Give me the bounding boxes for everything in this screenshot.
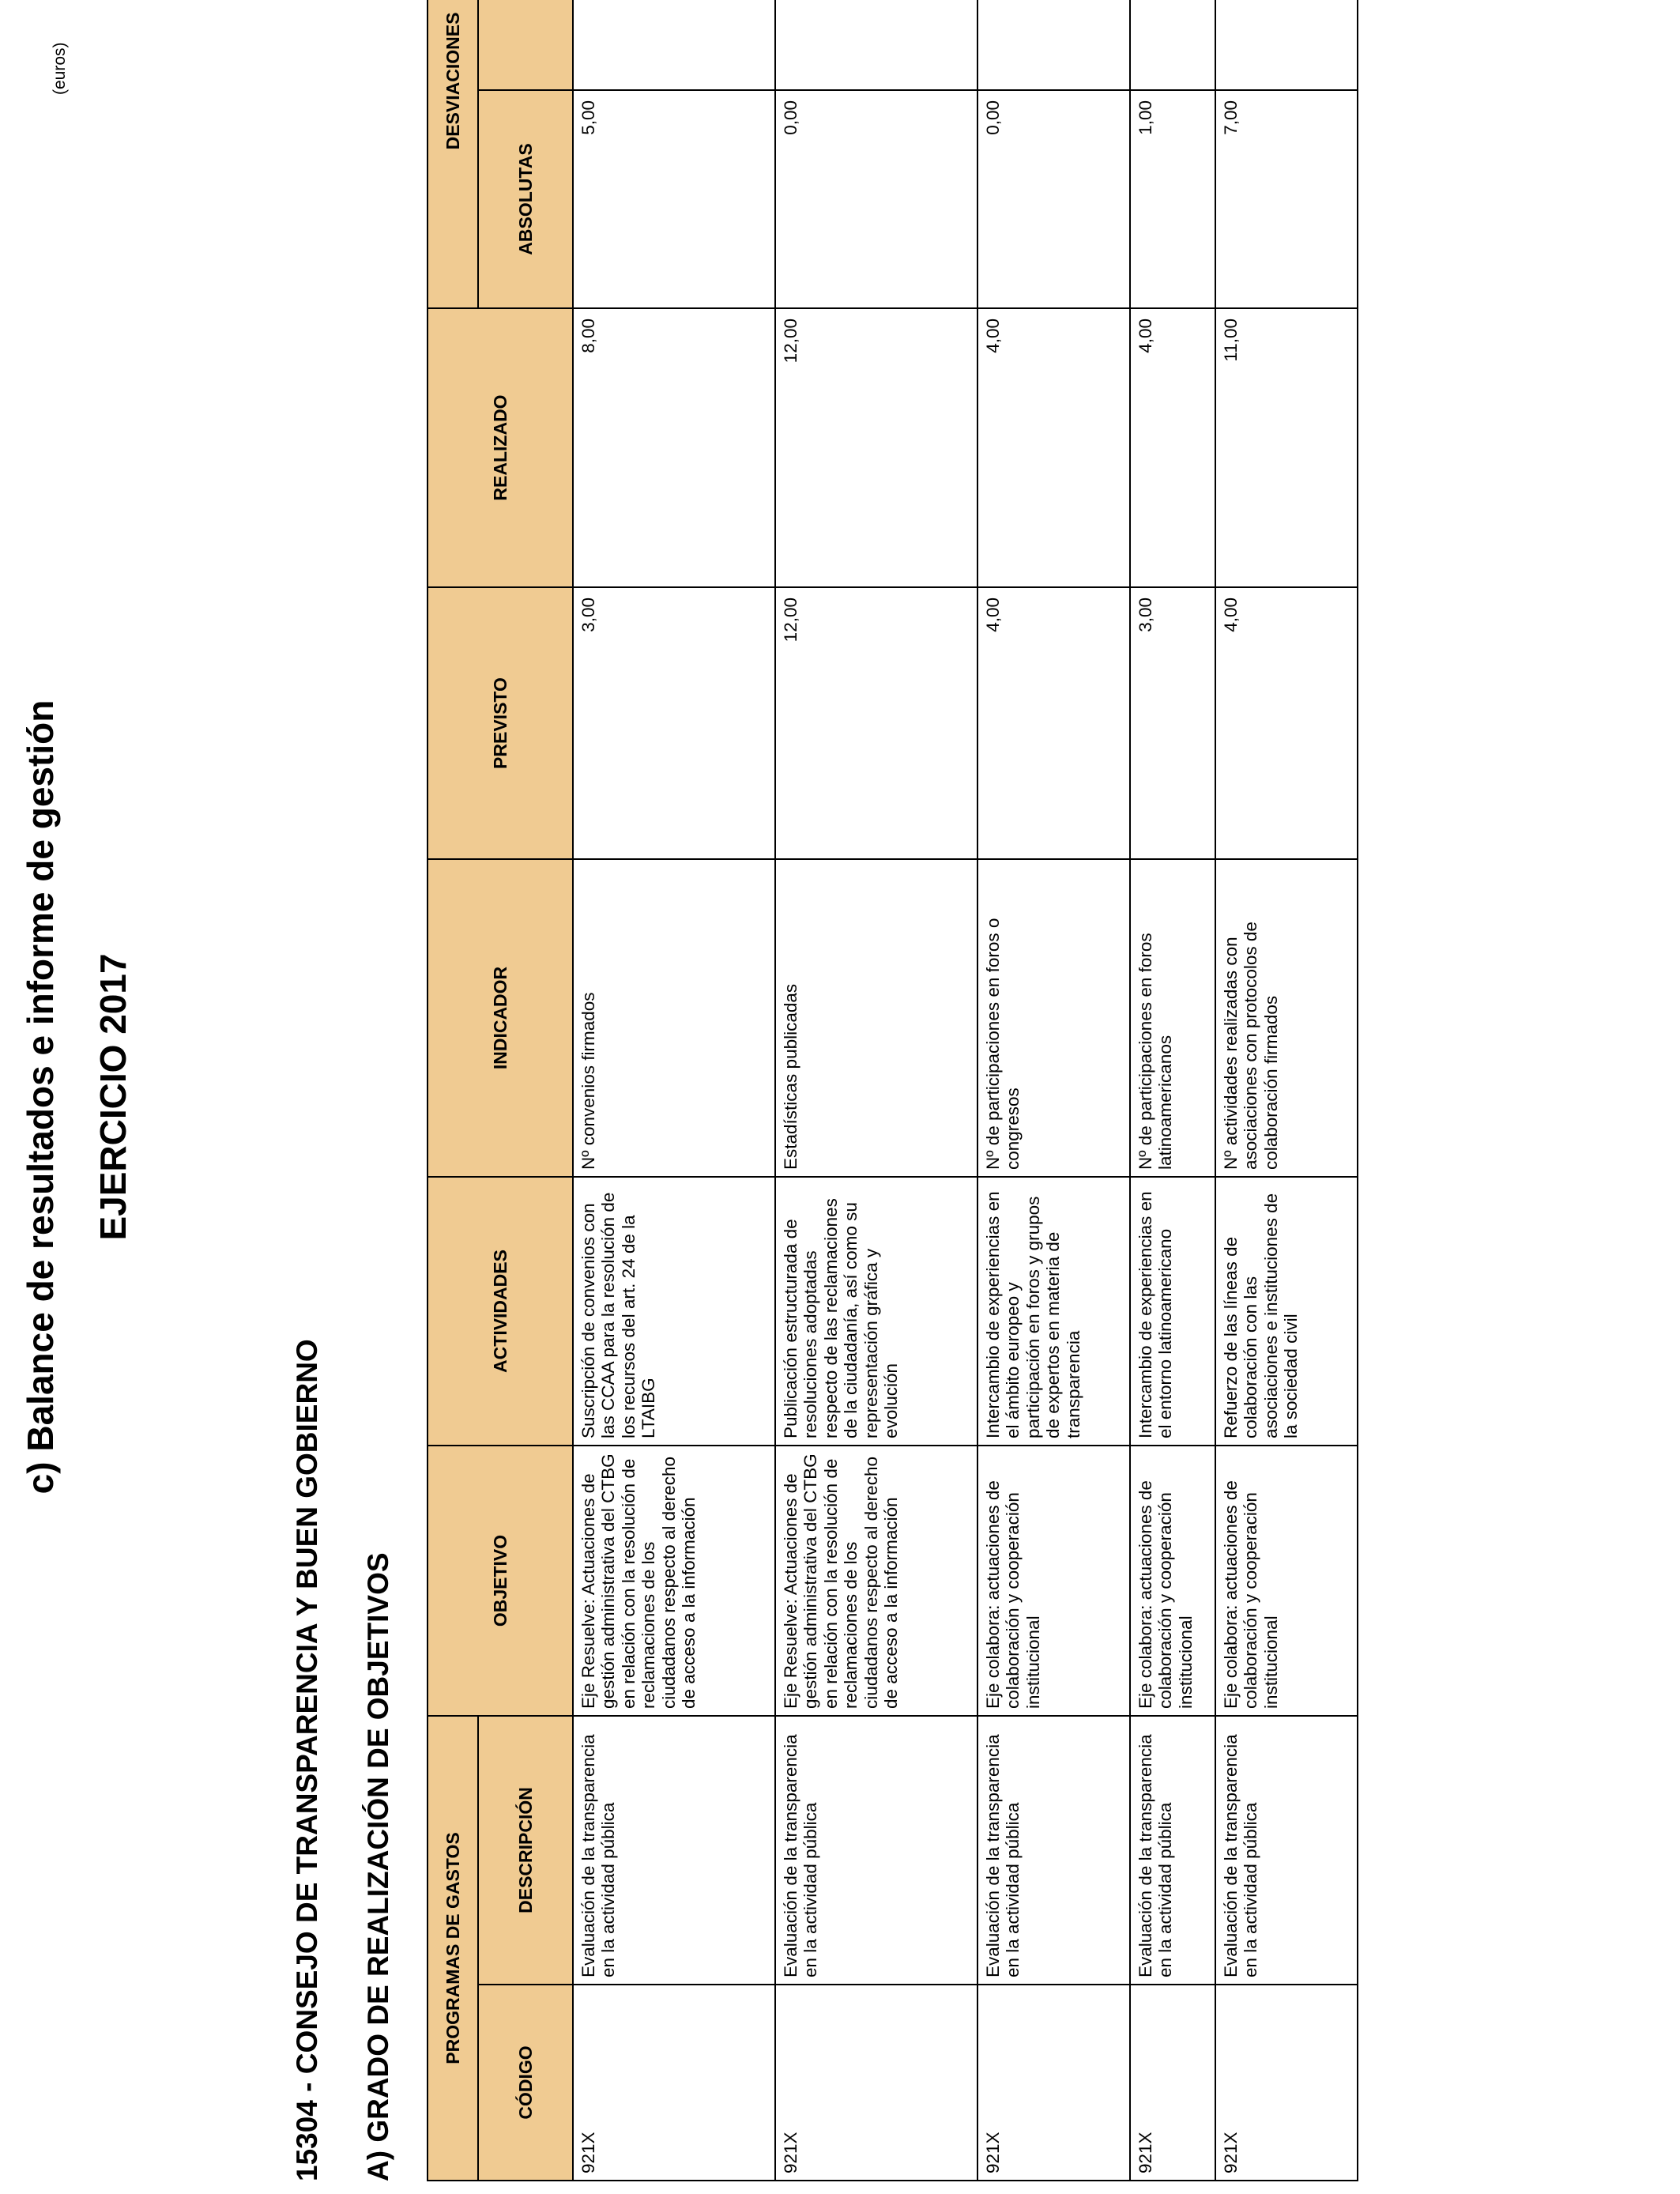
actividades-cell: Suscripción de convenios con las CCAA para la resolución de los recursos del art. 24 de la LTAIBG: [573, 1177, 775, 1446]
previsto-cell: 3,00: [573, 587, 775, 859]
realizado-cell: 8,00: [573, 308, 775, 587]
actividades-cell: Intercambio de experiencias en el ámbito europeo y participación en foros y grupos de expertos en materia de transparencia: [977, 1177, 1130, 1446]
actividades-cell: Publicación estructurada de resoluciones adoptadas respecto de las reclamaciones de la ciudadanía, así como su representación gráfica y evolución: [775, 1177, 977, 1446]
descripcion-cell: Evaluación de la transparencia en la actividad pública: [1215, 1716, 1358, 1985]
table-row: [573, 0, 775, 2181]
previsto-cell: 3,00: [1130, 587, 1215, 859]
indicador-cell: Nº convenios firmados: [573, 859, 775, 1177]
porcentaje-cell: [1130, 0, 1215, 90]
porcentaje-cell: [573, 0, 775, 90]
absolutas-cell: 0,00: [775, 90, 977, 308]
codigo-cell: 921X: [977, 1985, 1130, 2181]
porcentaje-cell: [1215, 0, 1358, 90]
col-descripcion-header: DESCRIPCIÓN: [478, 1716, 573, 1985]
descripcion-cell: Evaluación de la transparencia en la actividad pública: [1130, 1716, 1215, 1985]
previsto-cell: 4,00: [977, 587, 1130, 859]
col-previsto-header: PREVISTO: [428, 587, 573, 859]
actividades-cell: Refuerzo de las líneas de colaboración con las asociaciones e instituciones de la sociedad civil: [1215, 1177, 1358, 1446]
table-row: [1215, 0, 1358, 2181]
realizado-cell: 4,00: [1130, 308, 1215, 587]
table-row: [977, 0, 1130, 2181]
codigo-cell: 921X: [1215, 1985, 1358, 2181]
descripcion-cell: Evaluación de la transparencia en la actividad pública: [573, 1716, 775, 1985]
entity-heading: 15304 - CONSEJO DE TRANSPARENCIA Y BUEN GOBIERNO: [291, 1339, 323, 2181]
objetivo-cell: Eje colabora: actuaciones de colaboración y cooperación institucional: [977, 1446, 1130, 1716]
objetivo-cell: Eje Resuelve: Actuaciones de gestión administrativa del CTBG en relación con la resolución de reclamaciones de los ciudadanos respecto al derecho de acceso a la información: [573, 1446, 775, 1716]
descripcion-cell: Evaluación de la transparencia en la actividad pública: [775, 1716, 977, 1985]
table-row: [775, 0, 977, 2181]
col-porcentaje-header: [478, 0, 573, 90]
indicador-cell: Nº de participaciones en foros o congresos: [977, 859, 1130, 1177]
previsto-cell: 12,00: [775, 587, 977, 859]
porcentaje-cell: [977, 0, 1130, 90]
codigo-cell: 921X: [573, 1985, 775, 2181]
actividades-cell: Intercambio de experiencias en el entorno latinoamericano: [1130, 1177, 1215, 1446]
codigo-cell: 921X: [775, 1985, 977, 2181]
realizado-cell: 11,00: [1215, 308, 1358, 587]
objetivo-cell: Eje colabora: actuaciones de colaboración y cooperación institucional: [1130, 1446, 1215, 1716]
col-actividades-header: ACTIVIDADES: [428, 1177, 573, 1446]
codigo-cell: 921X: [1130, 1985, 1215, 2181]
units-label: (euros): [51, 42, 69, 95]
objetivo-cell: Eje Resuelve: Actuaciones de gestión administrativa del CTBG en relación con la resolución de reclamaciones de los ciudadanos respecto al derecho de acceso a la información: [775, 1446, 977, 1716]
absolutas-cell: 1,00: [1130, 90, 1215, 308]
indicador-cell: Estadísticas publicadas: [775, 859, 977, 1177]
desviaciones-group-header: DESVIACIONES: [428, 0, 478, 308]
table-row: [1130, 0, 1215, 2181]
porcentaje-cell: [775, 0, 977, 90]
previsto-cell: 4,00: [1215, 587, 1358, 859]
col-realizado-header: REALIZADO: [428, 308, 573, 587]
group-header-row: [428, 0, 478, 2181]
objectives-table: [427, 0, 1358, 2181]
fiscal-year-heading: EJERCICIO 2017: [92, 953, 134, 1241]
indicador-cell: Nº de participaciones en foros latinoamericanos: [1130, 859, 1215, 1177]
objetivo-cell: Eje colabora: actuaciones de colaboración y cooperación institucional: [1215, 1446, 1358, 1716]
absolutas-cell: 5,00: [573, 90, 775, 308]
section-heading: A) GRADO DE REALIZACIÓN DE OBJETIVOS: [362, 1552, 394, 2181]
absolutas-cell: 0,00: [977, 90, 1130, 308]
col-objetivo-header: OBJETIVO: [428, 1446, 573, 1716]
absolutas-cell: 7,00: [1215, 90, 1358, 308]
programas-group-header: PROGRAMAS DE GASTOS: [428, 1716, 478, 2181]
indicador-cell: Nº actividades realizadas con asociaciones con protocolos de colaboración firmados: [1215, 859, 1358, 1177]
descripcion-cell: Evaluación de la transparencia en la actividad pública: [977, 1716, 1130, 1985]
col-codigo-header: CÓDIGO: [478, 1985, 573, 2181]
realizado-cell: 4,00: [977, 308, 1130, 587]
page-title: c) Balance de resultados e informe de gestión: [20, 699, 61, 1495]
col-indicador-header: INDICADOR: [428, 859, 573, 1177]
realizado-cell: 12,00: [775, 308, 977, 587]
col-absolutas-header: ABSOLUTAS: [478, 90, 573, 308]
